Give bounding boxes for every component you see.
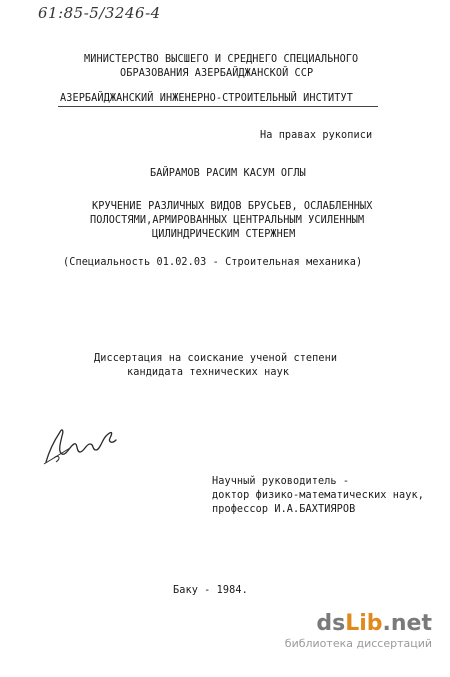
author-name: БАЙРАМОВ РАСИМ КАСУМ ОГЛЫ <box>150 168 306 179</box>
title-line-3: ЦИЛИНДРИЧЕСКИМ СТЕРЖНЕМ <box>152 229 296 240</box>
title-line-1: КРУЧЕНИЕ РАЗЛИЧНЫХ ВИДОВ БРУСЬЕВ, ОСЛАБЛЕННЫХ <box>92 201 373 212</box>
catalog-number: 61:85-5/3246-4 <box>38 4 161 22</box>
logo-ds: ds <box>316 611 346 636</box>
manuscript-note: На правах рукописи <box>260 130 373 141</box>
ministry-line-1: МИНИСТЕРСТВО ВЫСШЕГО И СРЕДНЕГО СПЕЦИАЛЬНОГО <box>84 54 359 65</box>
specialty: (Специальность 01.02.03 - Строительная механика) <box>63 257 363 268</box>
title-line-2: ПОЛОСТЯМИ,АРМИРОВАННЫХ ЦЕНТРАЛЬНЫМ УСИЛЕННЫМ <box>90 215 365 226</box>
institute-underline <box>58 106 378 107</box>
logo-net: .net <box>382 611 432 636</box>
dissertation-line-1: Диссертация на соискание ученой степени <box>94 353 338 364</box>
watermark-subtitle: библиотека диссертаций <box>284 637 432 650</box>
dissertation-line-2: кандидата технических наук <box>127 367 290 378</box>
institute-name: АЗЕРБАЙДЖАНСКИЙ ИНЖЕНЕРНО-СТРОИТЕЛЬНЫЙ ИНСТИТУТ <box>60 93 353 104</box>
place-year: Баку - 1984. <box>173 585 248 596</box>
supervisor-line-1: Научный руководитель - <box>212 476 350 487</box>
dslib-watermark <box>285 612 432 650</box>
handwritten-signature <box>40 418 122 468</box>
supervisor-line-3: профессор И.А.БАХТИЯРОВ <box>212 504 356 515</box>
supervisor-line-2: доктор физико-математических наук, <box>212 490 424 501</box>
logo-lib: Lib <box>345 611 383 636</box>
ministry-line-2: ОБРАЗОВАНИЯ АЗЕРБАЙДЖАНСКОЙ ССР <box>120 68 314 79</box>
dslib-logo <box>285 612 432 636</box>
